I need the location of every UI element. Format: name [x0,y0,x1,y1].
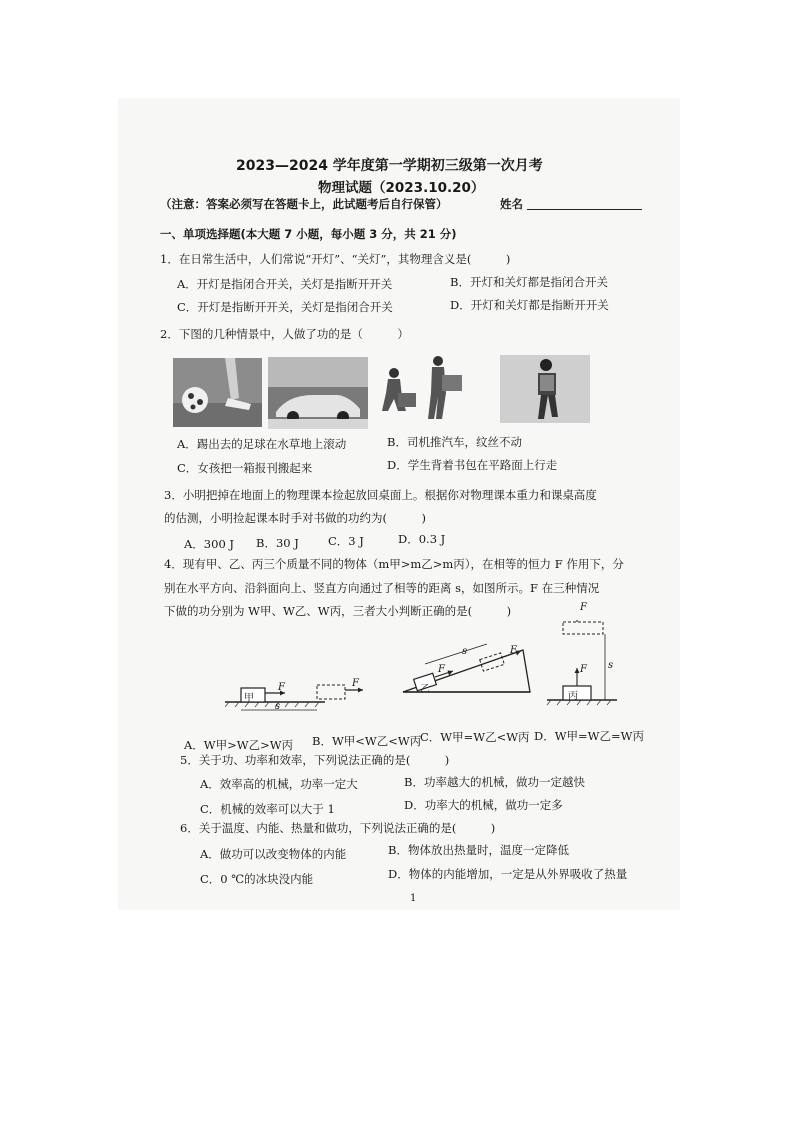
q1-stem: 1．在日常生活中，人们常说“开灯”、“关灯”，其物理含义是( ) [160,252,511,266]
q6-option-c: C．0 ℃的冰块没内能 [200,872,314,886]
q6-option-b: B．物体放出热量时，温度一定降低 [388,843,569,857]
q3-stem-line2: 的估测，小明捡起课本时手对书做的功约为( ) [164,511,426,525]
q3-option-b: B．30 J [256,536,299,550]
photo-backpack-walk [500,355,590,423]
q2-option-b: B．司机推汽车，纹丝不动 [387,435,522,449]
q1-option-d: D．开灯和关灯都是指断开开关 [450,298,609,312]
photo-lift-box [376,353,476,423]
q1-option-a: A．开灯是指闭合开关，关灯是指断开开关 [177,277,393,291]
label-s-horizontal: s [275,701,281,712]
label-f-yi-moved: F [510,645,517,656]
exam-subtitle: 物理试题（2023.10.20） [318,180,485,196]
q1-option-c: C．开灯是指断开开关，关灯是指闭合开关 [177,300,393,314]
q4-option-c: C．W甲=W乙<W丙 [420,730,530,744]
q4-option-a: A．W甲>W乙>W丙 [184,738,294,752]
q2-option-c: C．女孩把一箱报刊搬起来 [177,461,313,475]
q4-stem-line2: 别在水平方向、沿斜面向上、竖直方向通过了相等的距离 s，如图所示。F 在三种情况 [164,581,600,595]
photo-football [173,358,262,427]
q2-option-d: D．学生背着书包在平路面上行走 [387,458,558,472]
label-f-jia-moved: F [352,678,359,689]
label-f-yi: F [438,664,445,675]
q5-option-c: C．机械的效率可以大于 1 [200,802,335,816]
q5-option-a: A．效率高的机械，功率一定大 [200,777,358,791]
q6-option-a: A．做功可以改变物体的内能 [200,847,347,861]
label-jia: 甲 [244,693,254,704]
q4-stem-line3: 下做的功分别为 W甲、W乙、W丙，三者大小判断正确的是( ) [164,604,512,618]
exam-title: 2023—2024 学年度第一学期初三级第一次月考 [236,158,543,174]
section-heading: 一、单项选择题(本大题 7 小题，每小题 3 分，共 21 分) [160,227,457,241]
q6-option-d: D．物体的内能增加，一定是从外界吸收了热量 [388,867,628,881]
exam-note: （注意：答案必须写在答题卡上，此试题考后自行保管） [160,197,448,211]
q4-option-b: B．W甲<W乙<W丙 [312,734,422,748]
photo-push-car [268,357,368,429]
q1-option-b: B．开灯和关灯都是指闭合开关 [450,275,608,289]
name-blank [527,209,642,210]
q4-stem-line1: 4．现有甲、乙、丙三个质量不同的物体（m甲>m乙>m丙），在相等的恒力 F 作用下，分 [164,557,624,571]
label-bing: 丙 [568,691,578,702]
q5-option-b: B．功率越大的机械，做功一定越快 [404,775,585,789]
name-label: 姓名 [500,197,523,211]
q3-stem-line1: 3．小明把掉在地面上的物理课本捡起放回桌面上。根据你对物理课本重力和课桌高度 [164,488,597,502]
label-s-incline: s [462,646,468,657]
label-s-vertical: s [608,660,614,671]
q5-stem: 5．关于功、功率和效率，下列说法正确的是( ) [180,753,450,767]
q2-option-a: A．踢出去的足球在水草地上滚动 [177,437,347,451]
q3-option-c: C．3 J [328,534,364,548]
q5-option-d: D．功率大的机械，做功一定多 [404,798,563,812]
label-f-bing-moved: F [580,602,587,613]
q4-option-d: D．W甲=W乙=W丙 [534,729,644,743]
page-number: 1 [410,893,417,904]
label-f-bing: F [580,664,587,675]
label-yi: 乙 [420,684,430,695]
label-f-jia: F [278,682,285,693]
q3-option-d: D．0.3 J [398,532,446,546]
q6-stem: 6．关于温度、内能、热量和做功，下列说法正确的是( ) [180,821,496,835]
q2-stem: 2．下图的几种情景中，人做了功的是（ ） [160,327,409,341]
q3-option-a: A．300 J [184,537,235,551]
q4-force-figure [225,620,625,720]
